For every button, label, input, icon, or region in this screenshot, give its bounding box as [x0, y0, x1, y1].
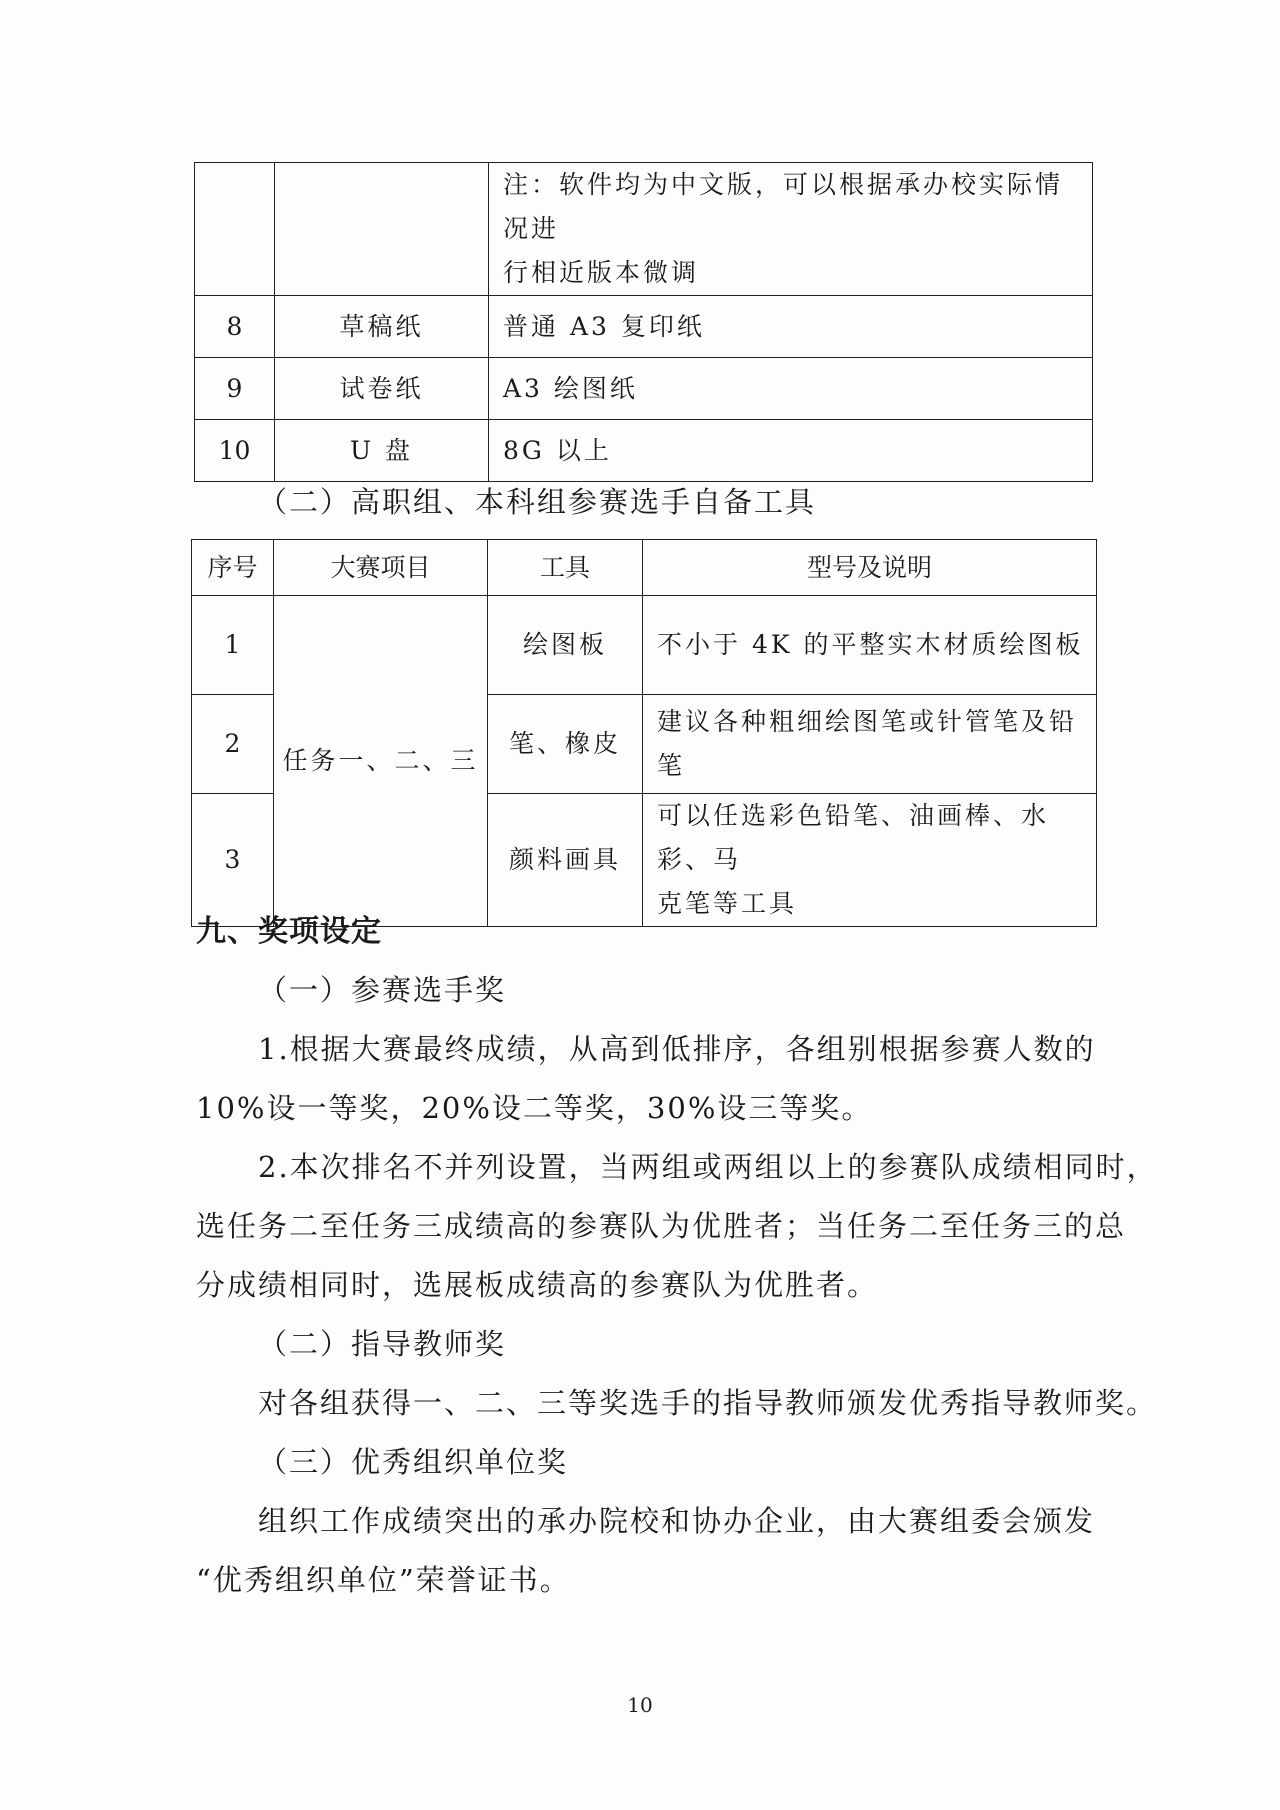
spec-line: 行相近版本微调	[503, 258, 700, 287]
paragraph-line: “优秀组织单位”荣誉证书。	[196, 1563, 571, 1597]
table-row	[195, 163, 1093, 296]
item-name: U 盘	[275, 420, 489, 482]
row-number: 1	[192, 596, 274, 695]
model-line: 可以任选彩色铅笔、油画棒、水彩、马	[657, 801, 1050, 874]
event-cell: 任务一、二、三	[274, 596, 488, 927]
table-row	[195, 358, 1093, 420]
section-heading: 九、奖项设定	[196, 914, 382, 949]
item-name: 试卷纸	[275, 358, 489, 420]
row-number: 3	[192, 794, 274, 927]
model-line: 克笔等工具	[657, 889, 798, 918]
row-number: 8	[195, 296, 275, 358]
paragraph-line: 10%设一等奖，20%设二等奖，30%设三等奖。	[196, 1091, 873, 1125]
header-model: 型号及说明	[643, 540, 1097, 596]
subsection-title: （一）参赛选手奖	[258, 973, 507, 1007]
tool-model	[643, 794, 1097, 927]
subsection-title: （三）优秀组织单位奖	[258, 1445, 569, 1479]
self-prepared-tools-table	[191, 539, 1097, 927]
tool-model: 不小于 4K 的平整实木材质绘图板	[643, 596, 1097, 695]
item-name	[275, 163, 489, 296]
item-name: 草稿纸	[275, 296, 489, 358]
item-spec	[489, 163, 1093, 296]
header-event: 大赛项目	[274, 540, 488, 596]
tool-name: 绘图板	[488, 596, 643, 695]
spec-line: 注：软件均为中文版，可以根据承办校实际情况进	[503, 170, 1064, 243]
item-spec: A3 绘图纸	[489, 358, 1093, 420]
row-number: 9	[195, 358, 275, 420]
paragraph-line: 1.根据大赛最终成绩，从高到低排序，各组别根据参赛人数的	[258, 1032, 1096, 1066]
row-number: 10	[195, 420, 275, 482]
paragraph-line: 分成绩相同时，选展板成绩高的参赛队为优胜者。	[196, 1268, 879, 1302]
paragraph-line: 对各组获得一、二、三等奖选手的指导教师颁发优秀指导教师奖。	[258, 1386, 1158, 1420]
tool-model: 建议各种粗细绘图笔或针管笔及铅笔	[643, 695, 1097, 794]
header-tool: 工具	[488, 540, 643, 596]
subsection-title: （二）指导教师奖	[258, 1327, 507, 1361]
table-row	[195, 296, 1093, 358]
row-number: 2	[192, 695, 274, 794]
item-spec: 普通 A3 复印纸	[489, 296, 1093, 358]
paragraph-line: 组织工作成绩突出的承办院校和协办企业，由大赛组委会颁发	[258, 1504, 1096, 1538]
page-number: 10	[627, 1693, 653, 1717]
header-no: 序号	[192, 540, 274, 596]
table-header-row	[192, 540, 1097, 596]
equipment-table-continued	[194, 162, 1093, 482]
table-row	[195, 420, 1093, 482]
section-title: （二）高职组、本科组参赛选手自备工具	[258, 485, 817, 519]
tool-name: 颜料画具	[488, 794, 643, 927]
item-spec: 8G 以上	[489, 420, 1093, 482]
tool-name: 笔、橡皮	[488, 695, 643, 794]
paragraph-line: 选任务二至任务三成绩高的参赛队为优胜者；当任务二至任务三的总	[196, 1209, 1127, 1243]
paragraph-line: 2.本次排名不并列设置，当两组或两组以上的参赛队成绩相同时，	[258, 1150, 1158, 1184]
table-row	[192, 596, 1097, 695]
row-number	[195, 163, 275, 296]
